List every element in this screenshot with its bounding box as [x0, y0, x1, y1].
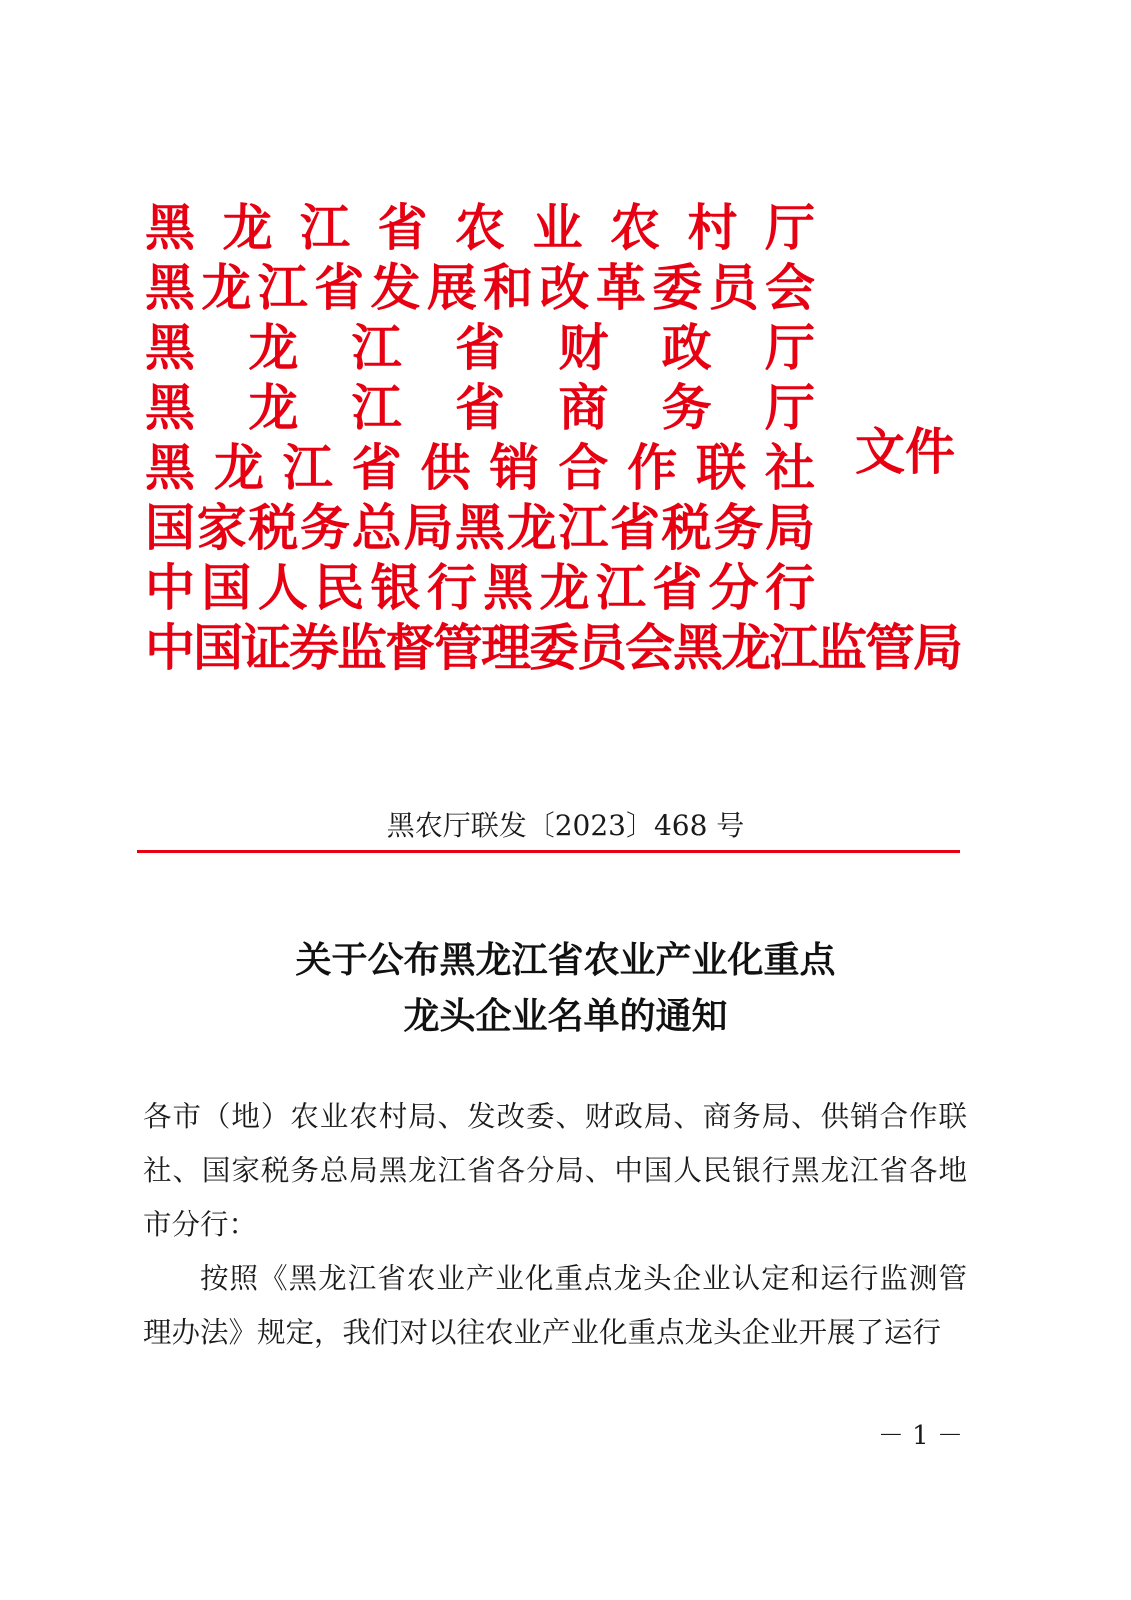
red-divider-line [137, 850, 960, 853]
issuer-agriculture-dept: 黑龙江省农业农村厅 [145, 198, 815, 257]
issuer-peoples-bank: 中国人民银行黑龙江省分行 [145, 558, 815, 617]
document-body [143, 1090, 967, 1360]
issuer-supply-marketing-cooperative: 黑龙江省供销合作联社 [145, 438, 815, 497]
issuer-securities-regulator: 中国证券监督管理委员会黑龙江监管局 [145, 618, 961, 677]
document-title [0, 932, 1131, 1044]
title-line-2: 龙头企业名单的通知 [403, 995, 728, 1037]
issuer-tax-bureau: 国家税务总局黑龙江省税务局 [145, 498, 815, 557]
body-paragraph: 按照《黑龙江省农业产业化重点龙头企业认定和运行监测管理办法》规定，我们对以往农业产业化重点龙头企业开展了运行 [143, 1262, 967, 1349]
issuer-finance-dept: 黑龙江省财政厅 [145, 318, 815, 377]
document-number: 黑农厅联发〔2023〕468 号 [386, 809, 745, 842]
issuer-commerce-dept: 黑龙江省商务厅 [145, 378, 815, 437]
doc-type-label: 文件 [855, 422, 955, 481]
issuer-development-reform-commission: 黑龙江省发展和改革委员会 [145, 258, 815, 317]
salutation: 各市（地）农业农村局、发改委、财政局、商务局、供销合作联社、国家税务总局黑龙江省各分局、中国人民银行黑龙江省各地市分行： [143, 1100, 967, 1241]
title-line-1: 关于公布黑龙江省农业产业化重点 [295, 939, 836, 981]
page-number: － 1 － [877, 1421, 963, 1451]
